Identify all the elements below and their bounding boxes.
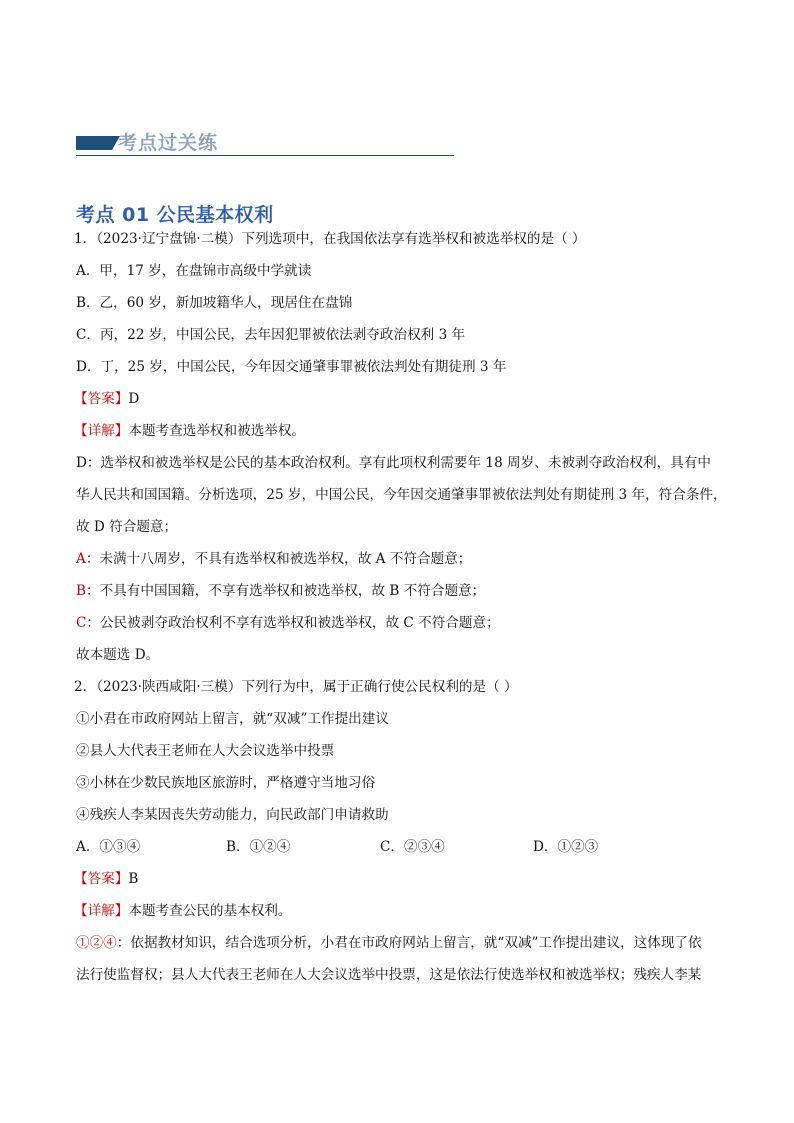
q2-stem: 2．（2023·陕西咸阳·三模）下列行为中，属于正确行使公民权利的是（ ） [74, 679, 518, 695]
q2-item-2: ②县人大代表王老师在人大会议选举中投票 [76, 743, 335, 759]
q1-analysis-line-3: 故 D 符合题意； [76, 519, 178, 535]
q1-answer-line [74, 389, 139, 409]
q1-detail-line [74, 421, 305, 441]
q2-detail-tag: 【详解】 [74, 903, 129, 919]
q1-wrong-c-key: C [76, 615, 87, 631]
banner-title: 考点过关练 [118, 132, 219, 154]
q1-detail-intro: 本题考查选举权和被选举权。 [128, 423, 306, 439]
q2-choice-a: A．①③④ [76, 839, 141, 855]
q1-wrong-a [76, 549, 471, 569]
q1-wrong-c [76, 613, 500, 633]
q1-answer-tag: 【答案】 [74, 391, 129, 407]
q1-wrong-a-key: A [76, 551, 86, 567]
q1-wrong-b [76, 581, 485, 601]
q1-answer-value: D [128, 391, 140, 407]
q1-wrong-a-text: ：未满十八周岁，不具有选举权和被选举权，故 A 不符合题意； [85, 551, 472, 567]
banner-bar [76, 136, 112, 150]
q2-analysis-line-1 [76, 933, 702, 953]
section-banner [76, 130, 454, 156]
q1-option-c: C．丙，22 岁，中国公民，去年因犯罪被依法剥夺政治权利 3 年 [76, 327, 466, 343]
q2-answer-value: B [128, 871, 139, 887]
q2-answer-line [74, 869, 138, 889]
q1-wrong-c-text: ：公民被剥夺政治权利不享有选举权和被选举权，故 C 不符合题意； [86, 615, 500, 631]
section-title: 考点 01 公民基本权利 [76, 204, 274, 226]
q2-item-1: ①小君在市政府网站上留言，就“双减”工作提出建议 [76, 711, 389, 727]
q1-detail-tag: 【详解】 [74, 423, 129, 439]
q1-stem: 1．（2023·辽宁盘锦·二模）下列选项中，在我国依法享有选举权和被选举权的是（ ） [74, 231, 586, 247]
q1-option-d: D．丁，25 岁，中国公民，今年因交通肇事罪被依法判处有期徒刑 3 年 [76, 359, 507, 375]
q1-option-b: B．乙，60 岁，新加坡籍华人，现居住在盘锦 [76, 295, 353, 311]
q2-analysis-text-1: ：依据教材知识，结合选项分析，小君在市政府网站上留言，就“双减”工作提出建议，这体现了依 [116, 935, 702, 951]
q1-wrong-b-key: B [76, 583, 86, 599]
q2-analysis-key: ①②④ [76, 935, 117, 951]
q1-conclusion: 故本题选 D。 [76, 647, 160, 663]
q2-detail-intro: 本题考查公民的基本权利。 [128, 903, 292, 919]
q2-detail-line [74, 901, 292, 921]
q2-choice-b: B．①②④ [226, 839, 291, 855]
q2-item-4: ④残疾人李某因丧失劳动能力，向民政部门申请救助 [76, 807, 389, 823]
q1-option-a: A．甲，17 岁，在盘锦市高级中学就读 [76, 263, 312, 279]
q1-wrong-b-text: ：不具有中国国籍，不享有选举权和被选举权，故 B 不符合题意； [86, 583, 486, 599]
q2-analysis-line-2: 法行使监督权；县人大代表王老师在人大会议选举中投票，这是依法行使选举权和被选举权；残疾人李某 [76, 967, 702, 983]
q1-analysis-line-2: 华人民共和国国籍。分析选项，25 岁，中国公民，今年因交通肇事罪被依法判处有期徒刑 3 年，符合条件， [76, 487, 727, 503]
q2-choice-c: C．②③④ [380, 839, 445, 855]
q2-choice-d: D．①②③ [533, 839, 599, 855]
q2-answer-tag: 【答案】 [74, 871, 129, 887]
q2-item-3: ③小林在少数民族地区旅游时，严格遵守当地习俗 [76, 775, 376, 791]
banner-underline [76, 155, 454, 156]
q1-analysis-line-1: D：选举权和被选举权是公民的基本政治权利。享有此项权利需要年 18 周岁、未被剥夺政治权利，具有中 [76, 455, 711, 471]
